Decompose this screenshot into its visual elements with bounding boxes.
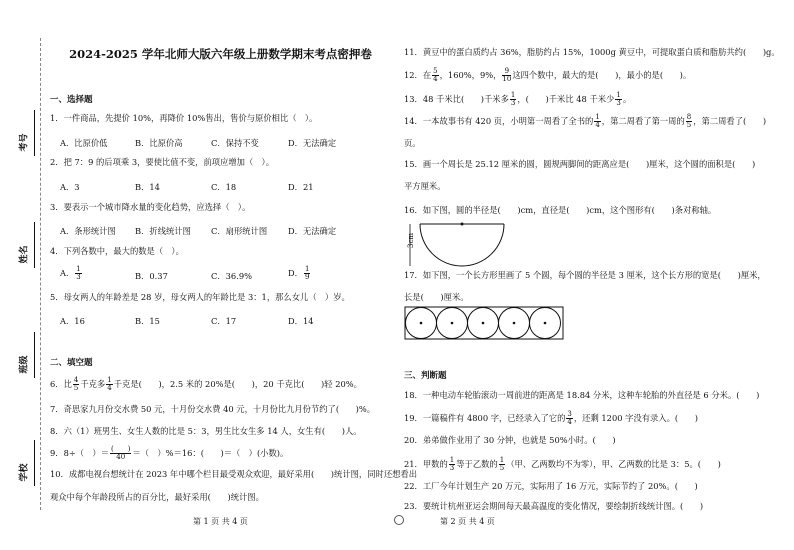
q14-part3: ，第二周看了( ) xyxy=(693,116,767,126)
q21-part2: 等于乙数的 xyxy=(456,459,498,469)
q4-a-numerator: 1 xyxy=(76,265,81,273)
q14-f2-den: 5 xyxy=(686,121,692,129)
q19-part2: ，还剩 1200 字没有录入。( ) xyxy=(573,413,699,423)
q12-fraction1 xyxy=(432,68,438,83)
q4-option-c: C．36.9% xyxy=(211,271,253,281)
q2-option-c: C．18 xyxy=(211,182,237,192)
q19-part1: 19．一篇稿件有 4800 字，已经录入了它的 xyxy=(404,413,566,423)
q9-den: 40 xyxy=(116,453,126,461)
section-choice: 一、选择题 xyxy=(50,95,93,105)
q23-text: 23．要统计杭州亚运会期间每天最高温度的变化情况，要绘制折线统计图。( ) xyxy=(404,501,704,511)
q10-line2: 观众中每个年龄段所占的百分比，最好采用( )统计图。 xyxy=(50,492,264,502)
q9-part1: 9．8÷（ ）＝ xyxy=(50,448,109,458)
page-title: 2024-2025 学年北师大版六年级上册数学期末考点密押卷 xyxy=(69,47,372,61)
q12-part1: 12．在 xyxy=(404,70,432,80)
q15-line1: 15．画一个周长是 25.12 厘米的圆，圆规两脚间的距离应是( )厘米，这个圆的面积是( ) xyxy=(404,159,756,169)
q3-option-d: D．无法确定 xyxy=(288,226,337,236)
q20-text: 20．弟弟做作业用了 30 分钟，也就是 50%小时。( ) xyxy=(404,435,616,445)
q21-text xyxy=(404,457,721,472)
q12-text xyxy=(404,68,691,83)
q6-f2-den: 4 xyxy=(107,384,112,392)
q21-f2-den: 5 xyxy=(499,464,505,472)
banji-line xyxy=(34,332,35,378)
banji-label: 班级 xyxy=(19,355,30,374)
q19-num: 3 xyxy=(567,410,572,418)
circle-3-center xyxy=(482,322,485,325)
q4-d-numerator: 1 xyxy=(304,265,310,273)
q2-option-b: B．14 xyxy=(135,182,160,192)
q21-fraction2 xyxy=(499,457,505,472)
q12-f1-den: 4 xyxy=(433,75,438,83)
kaohao-label: 考号 xyxy=(19,133,30,152)
q13-part2: ，( )千米比 48 千米少 xyxy=(517,94,615,104)
footer-right: 第 2 页 共 4 页 xyxy=(440,517,495,526)
xingming-line xyxy=(34,222,35,268)
circle-4-center xyxy=(513,322,516,325)
q1-stem: 1．一件商品，先提价 10%，再降价 10%售出，售价与原价相比（ ）。 xyxy=(50,113,318,123)
circle-1-center xyxy=(420,322,423,325)
q4-stem: 4．下列各数中，最大的数是（ ）。 xyxy=(50,246,184,256)
q13-part1: 13．48 千米比( )千米多 xyxy=(404,94,509,104)
q7-text: 7．奇思家九月份交水费 50 元，十月份交水费 40 元，十月份比九月份节约了( )%。 xyxy=(50,404,376,414)
semicircle-arc xyxy=(420,224,504,266)
q3-option-c: C．扇形统计图 xyxy=(211,226,268,236)
q12-f2-num: 9 xyxy=(502,68,511,76)
binding-dashed-line xyxy=(40,38,41,510)
q5-option-c: C．17 xyxy=(211,316,237,326)
q10-line1: 10．成都电视台想统计在 2023 年中哪个栏目最受观众欢迎，最好采用( )统计图，同时还想看出 xyxy=(50,469,418,479)
q13-text xyxy=(404,92,631,107)
q9-fraction xyxy=(110,446,131,461)
xuexiao-line xyxy=(34,440,35,486)
q1-option-b: B．比原价高 xyxy=(135,138,183,148)
q2-stem: 2．把 7：9 的后项乘 3，要使比值不变，前项应增加（ ）。 xyxy=(50,157,275,167)
q6-part2: 千克多 xyxy=(80,379,106,389)
q9-num: ( ) xyxy=(111,445,131,453)
q16-text: 16．如下图，圆的半径是( )cm，直径是( )cm，这个图形有( )条对称轴。 xyxy=(404,205,717,215)
section-fill: 二、填空题 xyxy=(50,358,93,368)
q5-stem: 5．母女两人的年龄差是 28 岁，母女两人的年龄比是 3：1，那么女儿（ ）岁。 xyxy=(50,292,350,302)
q13-f2-num: 1 xyxy=(616,91,621,99)
q13-part3: 。 xyxy=(622,94,632,104)
q21-part1: 21．甲数的 xyxy=(404,459,448,469)
q15-line2: 平方厘米。 xyxy=(404,181,446,191)
q3-option-a: A．条形统计图 xyxy=(60,226,116,236)
q6-f2-num: 1 xyxy=(107,376,112,384)
semicircle-center xyxy=(461,223,464,226)
q14-f1-den: 4 xyxy=(595,121,600,129)
q5-option-a: A．16 xyxy=(60,316,85,326)
q4-option-a xyxy=(60,266,83,281)
height-label: 3cm xyxy=(407,232,415,248)
q13-fraction2 xyxy=(615,92,621,107)
semicircle-figure xyxy=(404,218,514,268)
q13-f2-den: 3 xyxy=(616,99,621,107)
q4-a-denominator: 3 xyxy=(76,273,81,281)
q4-option-a-label: A． xyxy=(60,268,75,278)
q13-f1-den: 3 xyxy=(510,99,516,107)
circle-5-center xyxy=(544,322,547,325)
right-page xyxy=(400,0,790,550)
q12-f1-num: 5 xyxy=(433,67,438,75)
q11-text: 11．黄豆中的蛋白质约占 36%，脂肪约占 15%，1000g 黄豆中，可提取蛋白质和脂肪共约( )g。 xyxy=(404,47,780,57)
q12-part3: 这四个数中，最大的是( )，最小的是( )。 xyxy=(512,70,692,80)
q5-option-d: D．14 xyxy=(288,316,314,326)
q14-part2: ，第二周看了第一周的 xyxy=(601,116,685,126)
q9-part2: ＝（ ）%＝16：( )＝（ ）(小数)。 xyxy=(132,448,289,458)
q14-fraction1 xyxy=(594,114,600,129)
q6-f1-den: 5 xyxy=(73,384,79,392)
q4-option-d-fraction xyxy=(304,266,310,281)
q4-option-d xyxy=(288,266,311,281)
q22-text: 22．工厂今年计划生产 20 万元，实际用了 16 万元，实际节约了 20%。( ) xyxy=(404,481,698,491)
q4-option-d-label: D． xyxy=(288,268,303,278)
q4-d-denominator: 9 xyxy=(304,273,310,281)
q14-text xyxy=(404,114,766,129)
q12-part2: ，160%，9%， xyxy=(439,70,502,80)
q21-f1-den: 3 xyxy=(449,464,455,472)
q14-f2-num: 8 xyxy=(686,113,692,121)
q21-part3: （甲、乙两数均不为零），甲、乙两数的比是 3：5。( ) xyxy=(506,459,721,469)
q19-text xyxy=(404,411,698,426)
q9-text xyxy=(50,446,288,461)
q21-fraction1 xyxy=(449,457,455,472)
xuexiao-label: 学校 xyxy=(19,463,30,482)
kaohao-line xyxy=(34,110,35,156)
q3-option-b: B．折线统计图 xyxy=(135,226,191,236)
q12-fraction2 xyxy=(502,68,511,83)
circle-2-center xyxy=(451,322,454,325)
footer-left: 第 1 页 共 4 页 xyxy=(193,517,248,526)
section-judge: 三、判断题 xyxy=(404,371,447,381)
q3-stem: 3．要表示一个城市降水量的变化趋势，应选择（ ）。 xyxy=(50,202,251,212)
q8-text: 8．六（1）班男生、女生人数的比是 5：3，男生比女生多 14 人，女生有( )人。 xyxy=(50,426,362,436)
q14-line2: 页。 xyxy=(404,138,421,148)
q19-den: 4 xyxy=(567,418,572,426)
q21-f2-num: 1 xyxy=(499,456,505,464)
q6-f1-num: 4 xyxy=(73,376,79,384)
q1-option-d: D．无法确定 xyxy=(288,138,337,148)
q6-part3: 千克是( )，2.5 米的 20%是( )，20 千克比( )轻 20%。 xyxy=(113,379,362,389)
q2-option-d: D．21 xyxy=(288,182,314,192)
q4-option-a-fraction xyxy=(75,266,81,281)
rectangle-circles-figure xyxy=(404,306,566,342)
q14-f1-num: 1 xyxy=(595,113,600,121)
q17-line1: 17．如下图，一个长方形里画了 5 个圆，每个圆的半径是 3 厘米，这个长方形的宽是( )厘米， xyxy=(404,270,766,280)
q13-fraction1 xyxy=(510,92,516,107)
q6-fraction2 xyxy=(106,377,112,392)
q6-part1: 6．比 xyxy=(50,379,72,389)
q17-line2: 长是( )厘米。 xyxy=(404,292,469,302)
q13-f1-num: 1 xyxy=(510,91,516,99)
q14-fraction2 xyxy=(686,114,692,129)
q6-text xyxy=(50,377,362,392)
q14-part1: 14．一本故事书有 420 页，小明第一周看了全书的 xyxy=(404,116,594,126)
q1-option-c: C．保持不变 xyxy=(211,138,259,148)
q18-text: 18．一种电动车轮胎滚动一周前进的距离是 18.84 分米，这种车轮胎的外直径是 6 分米。( ) xyxy=(404,390,760,400)
q19-fraction xyxy=(566,411,572,426)
q1-option-a: A．比原价低 xyxy=(60,138,108,148)
binding-strip xyxy=(0,0,42,550)
q5-option-b: B．15 xyxy=(135,316,160,326)
xingming-label: 姓名 xyxy=(19,245,30,264)
q21-f1-num: 1 xyxy=(449,456,455,464)
q2-option-a: A．3 xyxy=(60,182,80,192)
q12-f2-den: 10 xyxy=(502,75,512,83)
q4-option-b: B．0.37 xyxy=(135,271,168,281)
q6-fraction1 xyxy=(73,377,79,392)
